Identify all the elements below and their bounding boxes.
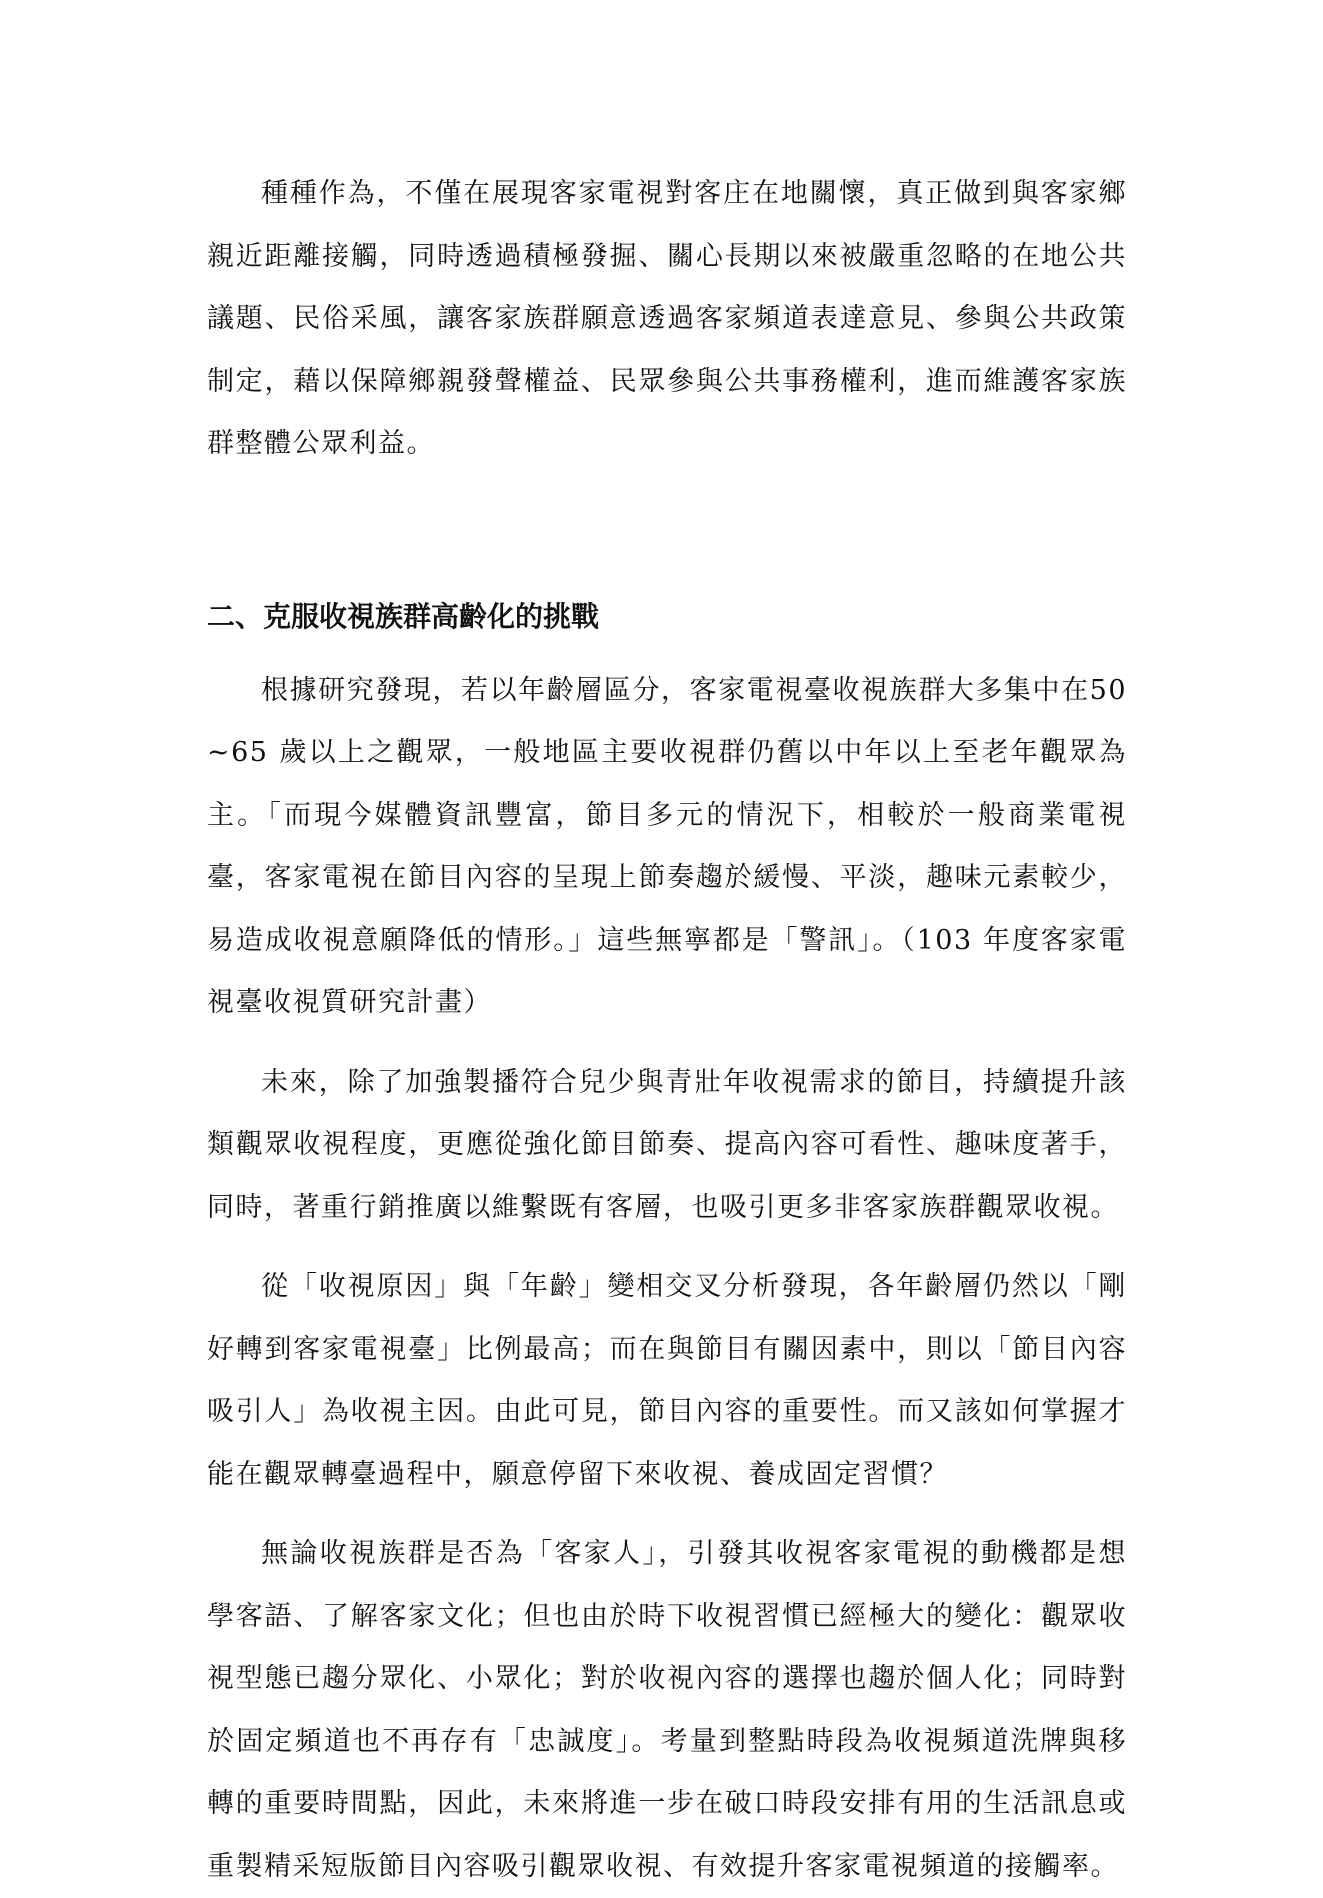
section-spacer [207,476,1127,586]
paragraph-intro: 種種作為，不僅在展現客家電視對客庄在地關懷，真正做到與客家鄉親近距離接觸，同時透過積極發掘、關心長期以來被嚴重忽略的在地公共議題、民俗采風，讓客家族群願意透過客家頻道表達意見、參與公共政策制定，藉以保障鄉親發聲權益、民眾參與公共事務權利，進而維護客家族群整體公眾利益。 [207,178,1127,459]
paragraph-viewing-habits: 無論收視族群是否為「客家人」，引發其收視客家電視的動機都是想學客語、了解客家文化；但也由於時下收視習慣已經極大的變化：觀眾收視型態已趨分眾化、小眾化；對於收視內容的選擇也趨於個人化；同時對於固定頻道也不再存有「忠誠度」。考量到整點時段為收視頻道洗牌與移轉的重要時間點，因此，未來將進一步在破口時段安排有用的生活訊息或重製精采短版節目內容吸引觀眾收視、有效提升客家電視頻道的接觸率。 [207,1538,1127,1882]
paragraph-research-findings: 根據研究發現，若以年齡層區分，客家電視臺收視族群大多集中在50~65 歲以上之觀眾，一般地區主要收視群仍舊以中年以上至老年觀眾為主。「而現今媒體資訊豐富，節目多元的情況下，相較於一般商業電視臺，客家電視在節目內容的呈現上節奏趨於緩慢、平淡，趣味元素較少，易造成收視意願降低的情形。」這些無寧都是「警訊」。（103 年度客家電視臺收視質研究計畫） [207,674,1127,1018]
section-heading: 二、克服收視族群高齡化的挑戰 [207,599,600,633]
paragraph-spacer [207,1239,1127,1256]
document-page [207,163,1127,1898]
paragraph-spacer [207,1506,1127,1523]
paragraph-future-plan: 未來，除了加強製播符合兒少與青壯年收視需求的節目，持續提升該類觀眾收視程度，更應從強化節目節奏、提高內容可看性、趣味度著手，同時，著重行銷推廣以維繫既有客層，也吸引更多非客家族群觀眾收視。 [207,1066,1127,1223]
paragraph-cross-analysis: 從「收視原因」與「年齡」變相交叉分析發現，各年齡層仍然以「剛好轉到客家電視臺」比例最高；而在與節目有關因素中，則以「節目內容吸引人」為收視主因。由此可見，節目內容的重要性。而又該如何掌握才能在觀眾轉臺過程中，願意停留下來收視、養成固定習慣？ [207,1271,1127,1490]
paragraph-spacer [207,1035,1127,1052]
